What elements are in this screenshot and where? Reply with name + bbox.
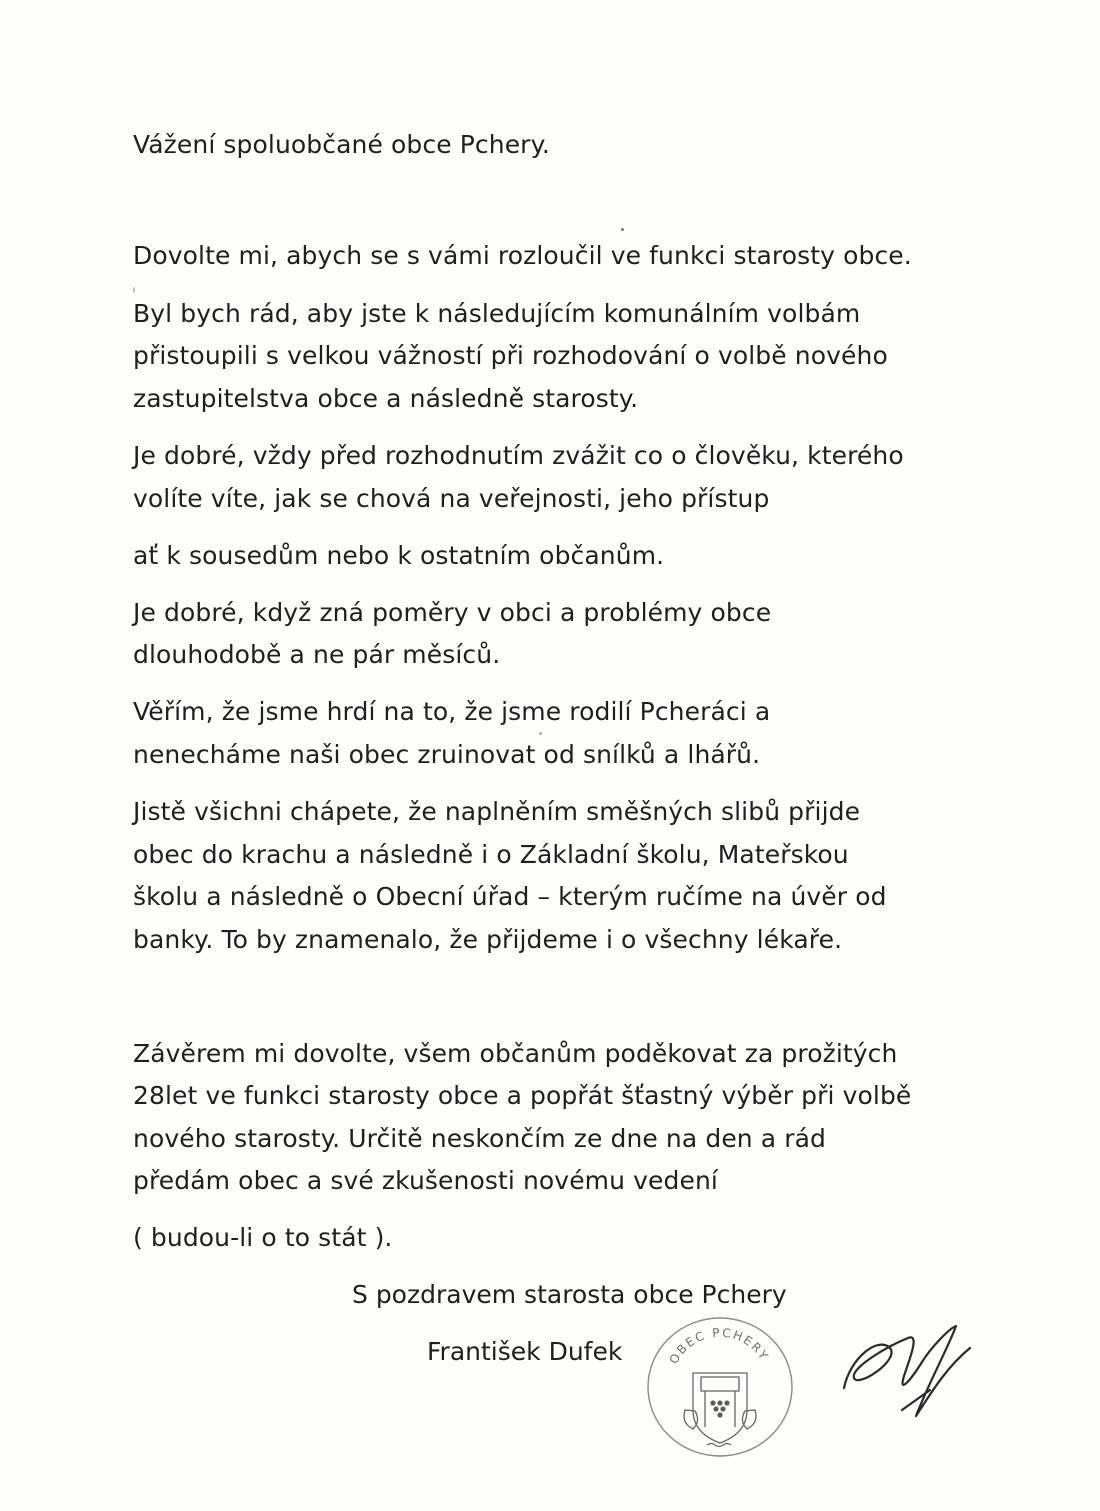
scan-speck <box>539 732 542 735</box>
text-line: banky. To by znamenalo, že přijdeme i o všechny lékaře. <box>133 925 843 954</box>
text-line: obec do krachu a následně i o Základní školu, Mateřskou <box>133 840 849 869</box>
text-line: Je dobré, když zná poměry v obci a problémy obce <box>133 598 772 627</box>
text-line: školu a následně o Obecní úřad – kterým ručíme na úvěr od <box>133 882 887 911</box>
official-stamp <box>645 1315 795 1460</box>
text-line: předám obec a své zkušenosti novému vedení <box>133 1166 718 1195</box>
text-line: Závěrem mi dovolte, všem občanům poděkovat za prožitých <box>133 1039 898 1068</box>
text-line: ať k sousedům nebo k ostatním občanům. <box>133 541 665 570</box>
signatory-name: František Dufek <box>427 1337 623 1366</box>
salutation: Vážení spoluobčané obce Pchery. <box>133 130 550 159</box>
stamp-text: OBEC PCHERY <box>666 1325 772 1367</box>
closing-line: S pozdravem starosta obce Pchery <box>352 1280 787 1309</box>
svg-text:OBEC PCHERY <box>667 1326 772 1367</box>
text-line: nového starosty. Určitě neskončím ze dne na den a rád <box>133 1124 827 1153</box>
handwritten-signature <box>838 1318 978 1438</box>
coat-of-arms-icon <box>684 1373 756 1447</box>
text-line: nenecháme naši obec zruinovat od snílků a lhářů. <box>133 740 761 769</box>
text-line: Věřím, že jsme hrdí na to, že jsme rodilí Pcheráci a <box>133 697 771 726</box>
text-line: Jistě všichni chápete, že naplněním směšných slibů přijde <box>133 797 861 826</box>
scan-speck <box>133 287 135 293</box>
text-line: přistoupili s velkou vážností při rozhodování o volbě nového <box>133 341 888 370</box>
scan-speck <box>621 228 624 231</box>
text-line: 28let ve funkci starosty obce a popřát šťastný výběr při volbě <box>133 1081 912 1110</box>
text-line: volíte víte, jak se chová na veřejnosti, jeho přístup <box>133 484 770 513</box>
text-line: Byl bych rád, aby jste k následujícím komunálním volbám <box>133 299 861 328</box>
text-line: zastupitelstva obce a následně starosty. <box>133 384 639 413</box>
text-line: Je dobré, vždy před rozhodnutím zvážit co o člověku, kterého <box>133 441 904 470</box>
text-line: dlouhodobě a ne pár měsíců. <box>133 640 501 669</box>
text-line: ( budou-li o to stát ). <box>133 1223 393 1252</box>
text-line: Dovolte mi, abych se s vámi rozloučil ve funkci starosty obce. <box>133 241 912 270</box>
